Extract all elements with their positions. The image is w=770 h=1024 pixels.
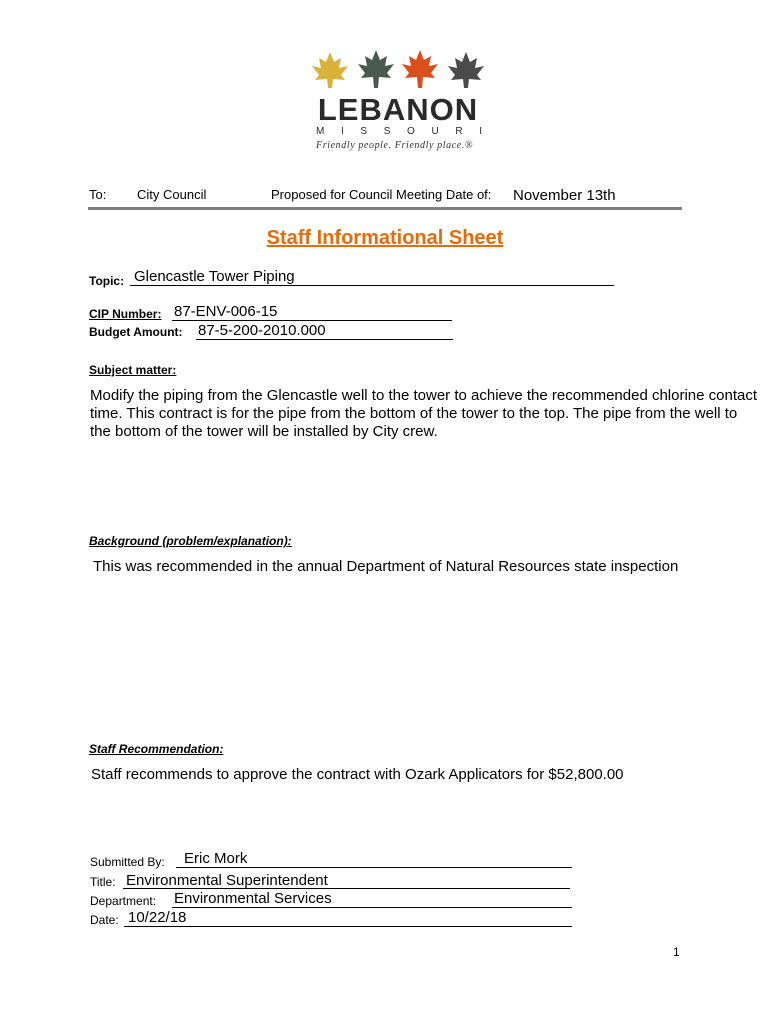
state-letter: O: [407, 126, 415, 137]
submitted-by-label: Submitted By:: [90, 855, 165, 869]
date-field[interactable]: 10/22/18: [128, 909, 187, 926]
budget-amount-label: Budget Amount:: [89, 325, 183, 339]
budget-amount-underline: [196, 339, 453, 340]
topic-underline: [130, 285, 614, 286]
state-letter: S: [360, 126, 368, 137]
title-label: Title:: [90, 875, 116, 889]
to-value: City Council: [137, 187, 207, 202]
subject-line: the bottom of the tower will be installed by City crew.: [90, 423, 438, 440]
page-number: 1: [673, 945, 680, 959]
title-underline: [123, 888, 570, 889]
brand-name: LEBANON: [317, 92, 479, 127]
department-label: Department:: [90, 894, 157, 908]
subject-line: time. This contract is for the pipe from the bottom of the tower to the top. The pipe from the well to: [90, 405, 738, 422]
maple-leaf-icon: [402, 50, 438, 88]
recommendation-text[interactable]: Staff recommends to approve the contract with Ozark Applicators for $52,800.00: [91, 766, 624, 783]
brand-tagline: Friendly people. Friendly place.®: [316, 140, 474, 151]
submitted-by-underline: [176, 867, 572, 868]
submitted-by-field[interactable]: Eric Mork: [184, 850, 248, 867]
department-field[interactable]: Environmental Services: [174, 890, 332, 907]
header-divider: [88, 207, 682, 210]
topic-field[interactable]: Glencastle Tower Piping: [134, 268, 295, 285]
title-field[interactable]: Environmental Superintendent: [126, 872, 328, 889]
background-heading: Background (problem/explanation):: [89, 534, 292, 548]
recommendation-heading: Staff Recommendation:: [89, 742, 224, 756]
meeting-date-field[interactable]: November 13th: [513, 187, 616, 204]
state-letter: I: [340, 126, 344, 137]
state-letter: U: [431, 126, 439, 137]
state-letter: I: [479, 126, 482, 137]
state-letter: R: [455, 126, 463, 137]
department-underline: [172, 907, 572, 908]
state-letter: S: [383, 126, 391, 137]
date-label: Date:: [90, 913, 119, 927]
subject-text[interactable]: [90, 387, 766, 441]
maple-leaf-icon: [448, 52, 484, 88]
subject-line: Modify the piping from the Glencastle well to the tower to achieve the recommended chlorine contact: [90, 387, 758, 404]
cip-number-label: CIP Number:: [89, 307, 162, 321]
subject-heading: Subject matter:: [89, 363, 177, 377]
topic-label: Topic:: [89, 274, 125, 288]
maple-leaf-icon: [358, 50, 394, 88]
background-text[interactable]: This was recommended in the annual Department of Natural Resources state inspection: [93, 558, 679, 575]
meeting-date-label: Proposed for Council Meeting Date of:: [271, 187, 492, 202]
cip-number-field[interactable]: 87-ENV-006-15: [174, 303, 278, 320]
date-underline: [124, 926, 572, 927]
maple-leaf-icon: [312, 52, 348, 88]
to-label: To:: [89, 187, 107, 202]
state-letter: M: [316, 126, 325, 137]
cip-number-underline: [172, 320, 452, 321]
brand-state: [316, 126, 482, 137]
page-title: Staff Informational Sheet: [266, 227, 504, 249]
budget-amount-field[interactable]: 87-5-200-2010.000: [198, 322, 326, 339]
